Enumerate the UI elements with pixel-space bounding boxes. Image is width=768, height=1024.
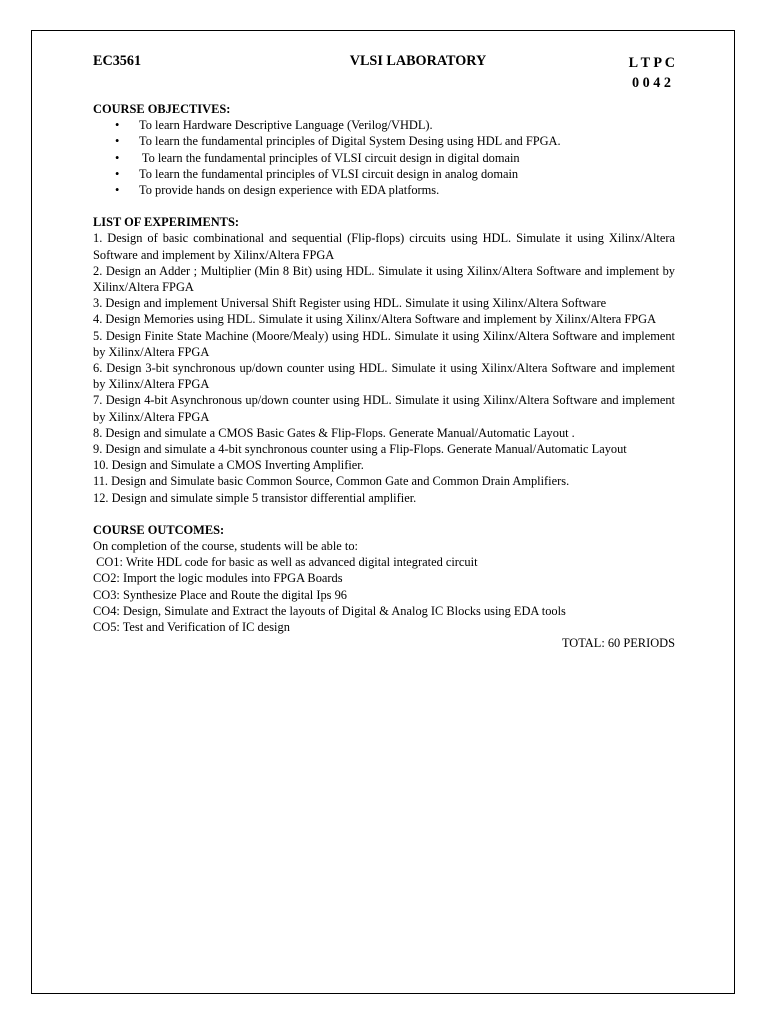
objective-text: To learn Hardware Descriptive Language (Verilog/VHDL).	[139, 118, 433, 133]
ltpc-label: L T P C	[628, 55, 675, 71]
total-periods: TOTAL: 60 PERIODS	[561, 636, 675, 651]
experiment-item: 5. Design Finite State Machine (Moore/Mealy) using HDL. Simulate it using Xilinx/Altera Software and implement by Xilinx/Altera FPGA	[93, 328, 675, 359]
experiment-item: 9. Design and simulate a 4-bit synchronous counter using a Flip-Flops. Generate Manual/Automatic Layout	[93, 442, 627, 457]
objective-item	[93, 133, 675, 149]
outcome-item: CO2: Import the logic modules into FPGA Boards	[93, 571, 343, 586]
experiment-item: 4. Design Memories using HDL. Simulate it using Xilinx/Altera Software and implement by Xilinx/Altera FPGA	[93, 312, 657, 327]
experiment-item: 12. Design and simulate simple 5 transistor differential amplifier.	[93, 490, 417, 505]
outcome-item: CO5: Test and Verification of IC design	[93, 620, 290, 635]
bullet-icon: •	[115, 183, 120, 198]
experiment-item: 10. Design and Simulate a CMOS Inverting Amplifier.	[93, 458, 364, 473]
objectives-list	[93, 117, 675, 198]
objective-text: To learn the fundamental principles of VLSI circuit design in analog domain	[139, 166, 519, 181]
objective-item	[93, 182, 675, 198]
experiment-item: 1. Design of basic combinational and sequential (Flip-flops) circuits using HDL. Simulate it using Xilinx/Altera Software and implement by Xilinx/Altera FPGA	[93, 231, 675, 262]
bullet-icon: •	[115, 150, 120, 165]
document-content	[93, 53, 675, 652]
outcomes-list	[93, 554, 675, 635]
objective-text: To learn the fundamental principles of VLSI circuit design in digital domain	[139, 150, 520, 165]
experiment-item: 11. Design and Simulate basic Common Source, Common Gate and Common Drain Amplifiers.	[93, 474, 570, 489]
objectives-heading: COURSE OBJECTIVES:	[93, 102, 231, 116]
outcomes-heading: COURSE OUTCOMES:	[93, 522, 225, 537]
bullet-icon: •	[115, 134, 120, 149]
outcome-item: CO4: Design, Simulate and Extract the layouts of Digital & Analog IC Blocks using EDA tools	[93, 603, 566, 618]
experiment-item: 7. Design 4-bit Asynchronous up/down counter using HDL. Simulate it using Xilinx/Altera Software and implement by Xilinx/Altera FPGA	[93, 393, 675, 424]
course-code: EC3561	[93, 53, 142, 69]
experiment-item: 8. Design and simulate a CMOS Basic Gates & Flip-Flops. Generate Manual/Automatic Layout .	[93, 425, 575, 440]
outcome-item: CO3: Synthesize Place and Route the digital Ips 96	[93, 587, 347, 602]
outcomes-intro: On completion of the course, students will be able to:	[93, 539, 358, 554]
objective-item	[93, 166, 675, 182]
course-header	[93, 53, 675, 89]
objective-item	[93, 117, 675, 133]
objective-text: To provide hands on design experience with EDA platforms.	[139, 183, 440, 198]
experiments-list	[93, 230, 675, 505]
objective-item	[93, 150, 675, 166]
course-title: VLSI LABORATORY	[349, 53, 487, 69]
experiment-item: 2. Design an Adder ; Multiplier (Min 8 Bit) using HDL. Simulate it using Xilinx/Altera Software and implement by Xilinx/Altera FPGA	[93, 263, 675, 295]
objective-text: To learn the fundamental principles of Digital System Desing using HDL and FPGA.	[139, 134, 561, 149]
experiment-item: 3. Design and implement Universal Shift Register using HDL. Simulate it using Xilinx/Altera Software	[93, 296, 607, 311]
experiments-heading: LIST OF EXPERIMENTS:	[93, 215, 239, 230]
outcome-item: CO1: Write HDL code for basic as well as advanced digital integrated circuit	[93, 555, 478, 570]
bullet-icon: •	[115, 166, 120, 181]
experiment-item: 6. Design 3-bit synchronous up/down counter using HDL. Simulate it using Xilinx/Altera Software and implement by Xilinx/Altera FPGA	[93, 361, 675, 392]
bullet-icon: •	[115, 118, 120, 133]
ltpc-block	[629, 53, 675, 93]
ltpc-values: 0 0 4 2	[631, 75, 671, 91]
